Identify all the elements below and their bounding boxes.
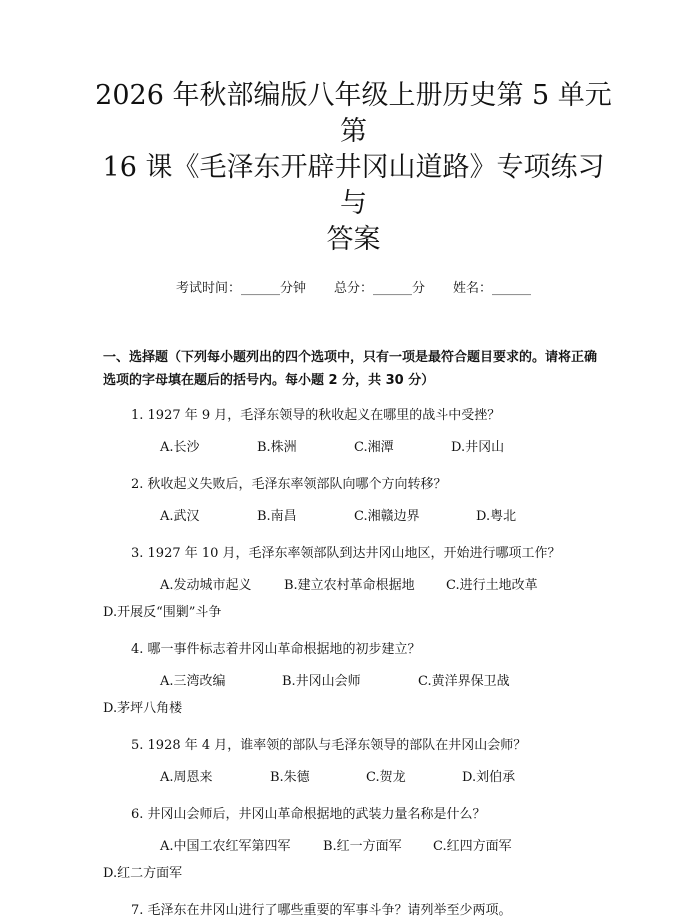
option: B.朱德 [270, 770, 310, 785]
option: C.黄洋界保卫战 [418, 674, 510, 689]
option: D.刘伯承 [462, 770, 516, 785]
exam-info [103, 280, 604, 298]
question-options [103, 434, 612, 461]
exam-time: 考试时间：______分钟 [175, 281, 306, 296]
question-options [103, 764, 612, 791]
option: B.井冈山会师 [282, 674, 361, 689]
question-stem: 2. 秋收起义失败后，毛泽东率领部队向哪个方向转移？ [131, 477, 447, 492]
title-line: 2026 年秋部编版八年级上册历史第 5 单元第 [95, 80, 612, 147]
question-stem: 7. 毛泽东在井冈山进行了哪些重要的军事斗争？请列举至少两项。 [131, 903, 512, 918]
option: C.湘赣边界 [354, 509, 420, 524]
option: D.井冈山 [451, 440, 505, 455]
option: A.三湾改编 [160, 674, 226, 689]
option: D.开展反“围剿”斗争 [103, 605, 222, 620]
document-title [95, 78, 612, 258]
option: B.红一方面军 [323, 839, 402, 854]
exam-name: 姓名：______ [453, 281, 532, 296]
title-line: 16 课《毛泽东开辟井冈山道路》专项练习与 [102, 152, 605, 219]
question-stem: 3. 1927 年 10 月，毛泽东率领部队到达井冈山地区，开始进行哪项工作？ [131, 546, 561, 561]
option: C.进行土地改革 [446, 578, 538, 593]
title-line: 答案 [326, 224, 381, 255]
question-options [103, 833, 612, 887]
question-options [103, 503, 612, 530]
option: C.红四方面军 [433, 839, 512, 854]
question-stem: 5. 1928 年 4 月，谁率领的部队与毛泽东领导的部队在井冈山会师？ [131, 738, 527, 753]
option: B.南昌 [257, 509, 297, 524]
question-stem: 4. 哪一事件标志着井冈山革命根据地的初步建立？ [131, 642, 421, 657]
option: D.红二方面军 [103, 866, 183, 881]
option: C.湘潭 [354, 440, 394, 455]
exam-score: 总分：______分 [333, 281, 425, 296]
option: D.茅坪八角楼 [103, 701, 183, 716]
option: C.贺龙 [366, 770, 406, 785]
option: B.株洲 [257, 440, 297, 455]
question-options [103, 668, 612, 722]
option: B.建立农村革命根据地 [284, 578, 415, 593]
section-heading: 一、选择题（下列每小题列出的四个选项中，只有一项是最符合题目要求的。请将正确选项的字母填在题后的括号内。每小题 2 分，共 30 分） [103, 350, 598, 388]
option: A.长沙 [160, 440, 200, 455]
option: A.发动城市起义 [160, 578, 252, 593]
option: A.武汉 [160, 509, 200, 524]
question-stem: 1. 1927 年 9 月，毛泽东领导的秋收起义在哪里的战斗中受挫？ [131, 408, 501, 423]
option: D.粤北 [476, 509, 517, 524]
option: A.中国工农红军第四军 [160, 839, 291, 854]
question-options [103, 572, 612, 626]
option: A.周恩来 [160, 770, 213, 785]
question-stem: 6. 井冈山会师后，井冈山革命根据地的武装力量名称是什么？ [131, 807, 486, 822]
